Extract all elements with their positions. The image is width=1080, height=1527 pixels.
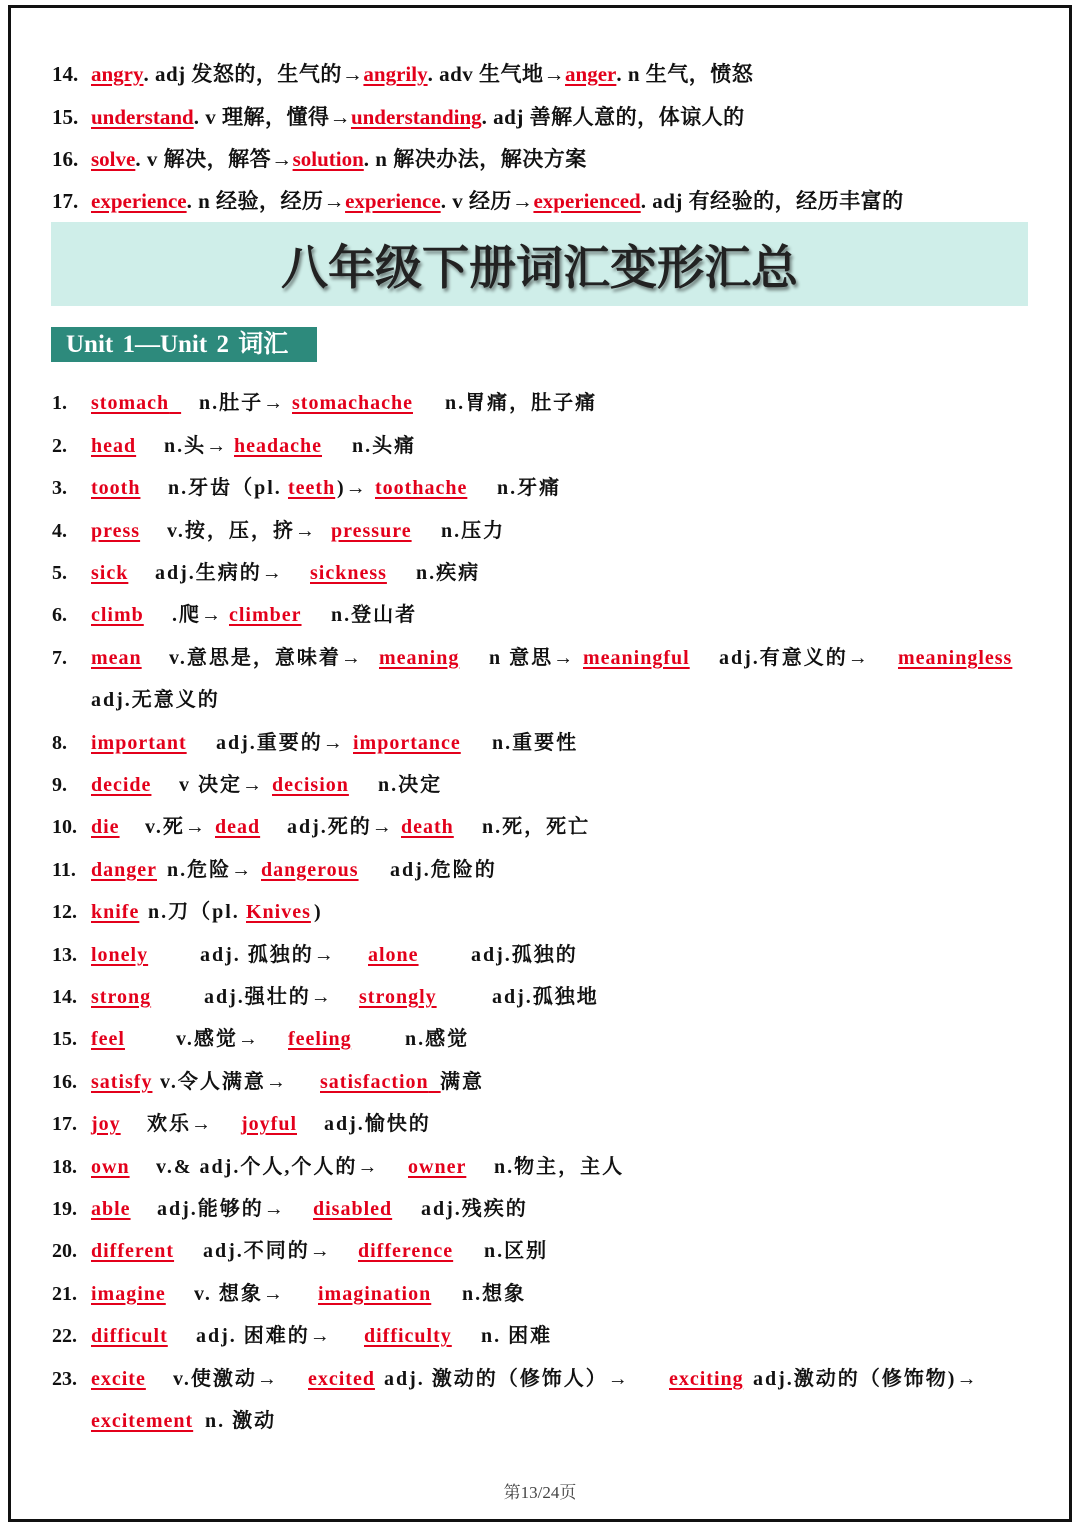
keyword: teeth (288, 477, 336, 499)
keyword: meaningful (583, 647, 690, 669)
keyword: experienced (533, 189, 641, 213)
vocab-line (0, 1153, 1080, 1181)
definition: adj.激动的（修饰物)→ (753, 1368, 979, 1390)
item-number: 8. (52, 732, 67, 754)
keyword: mean (91, 647, 142, 669)
definition: v.使激动→ (173, 1368, 279, 1390)
definition: . v 解决，解答→ (135, 147, 293, 171)
title-banner (51, 222, 1028, 306)
item-number: 16. (52, 1071, 77, 1093)
vocab-line (0, 771, 1080, 799)
keyword: satisfy (91, 1071, 153, 1093)
keyword: imagination (318, 1283, 432, 1305)
keyword: toothache (375, 477, 468, 499)
item-number: 12. (52, 901, 77, 923)
definition: v.按，压，挤→ (167, 520, 317, 542)
vocab-line (0, 1068, 1080, 1096)
definition: adj.有意义的→ (719, 647, 870, 669)
vocab-line (52, 145, 587, 173)
keyword: strongly (359, 986, 437, 1008)
keyword: difficulty (364, 1325, 452, 1347)
vocab-line (0, 856, 1080, 884)
keyword: satisfaction (320, 1071, 429, 1093)
definition: v.死→ (145, 816, 207, 838)
vocab-line (0, 941, 1080, 969)
page-title: 八年级下册词汇变形汇总 (281, 240, 798, 296)
keyword: dangerous (261, 859, 359, 881)
definition: n.感觉 (405, 1028, 470, 1050)
keyword: able (91, 1198, 131, 1220)
vocab-line (0, 1365, 1080, 1393)
keyword: anger (565, 62, 617, 86)
item-number: 7. (52, 647, 67, 669)
item-number: 11. (52, 859, 76, 881)
vocab-line (0, 983, 1080, 1011)
definition: . adj 有经验的，经历丰富的 (640, 189, 904, 213)
item-number: 16. (52, 147, 79, 171)
definition: n.死，死亡 (482, 816, 591, 838)
vocab-line (52, 187, 904, 215)
definition: adj.无意义的 (91, 689, 220, 711)
keyword: excited (308, 1368, 375, 1390)
keyword: alone (368, 944, 419, 966)
item-number: 18. (52, 1156, 77, 1178)
vocab-line (0, 1237, 1080, 1265)
vocab-line (0, 813, 1080, 841)
item-number: 5. (52, 562, 67, 584)
item-number: 13. (52, 944, 77, 966)
definition: . v 经历→ (440, 189, 534, 213)
keyword: danger (91, 859, 157, 881)
keyword: exciting (669, 1368, 744, 1390)
keyword: climber (229, 604, 302, 626)
definition: n 意思→ (489, 647, 576, 669)
definition: n.想象 (462, 1283, 527, 1305)
keyword: dead (215, 816, 261, 838)
definition: adj.愉快的 (324, 1113, 431, 1135)
definition: . n 解决办法，解决方案 (363, 147, 587, 171)
definition: . adj 善解人意的，体谅人的 (481, 105, 745, 129)
vocab-line (0, 1195, 1080, 1223)
definition: n.肚子→ (199, 392, 286, 414)
vocab-line (0, 644, 1080, 672)
item-number: 10. (52, 816, 77, 838)
keyword: sickness (310, 562, 387, 584)
definition: adj.死的→ (287, 816, 394, 838)
item-number: 20. (52, 1240, 77, 1262)
item-number: 15. (52, 105, 79, 129)
definition: . n 经验，经历→ (186, 189, 346, 213)
definition: n.压力 (441, 520, 506, 542)
vocab-line-continuation (0, 1407, 1080, 1435)
keyword: meaning (379, 647, 460, 669)
definition: n.牙痛 (497, 477, 562, 499)
keyword: pressure (331, 520, 412, 542)
definition: n. 困难 (481, 1325, 553, 1347)
keyword: experience (345, 189, 441, 213)
item-number: 14. (52, 62, 79, 86)
item-number: 1. (52, 392, 67, 414)
definition: adj.强壮的→ (204, 986, 333, 1008)
keyword: solve (91, 147, 136, 171)
definition: 满意 (440, 1071, 484, 1093)
vocab-line (0, 1322, 1080, 1350)
keyword: stomach (91, 392, 170, 414)
keyword: stomachache (292, 392, 413, 414)
definition: n.头痛 (352, 435, 417, 457)
definition: adj.不同的→ (203, 1240, 332, 1262)
definition: v.& adj.个人,个人的→ (156, 1156, 380, 1178)
item-number: 2. (52, 435, 67, 457)
keyword: disabled (313, 1198, 393, 1220)
item-number: 15. (52, 1028, 77, 1050)
section-header: Unit 1—Unit 2 词汇 (51, 327, 317, 362)
vocab-line (0, 898, 1080, 926)
definition: v.感觉→ (176, 1028, 260, 1050)
item-number: 23. (52, 1368, 77, 1390)
item-number: 19. (52, 1198, 77, 1220)
keyword: difference (358, 1240, 454, 1262)
vocab-line (0, 559, 1080, 587)
keyword: joy (91, 1113, 121, 1135)
keyword: strong (91, 986, 152, 1008)
item-number: 14. (52, 986, 77, 1008)
keyword: climb (91, 604, 144, 626)
keyword: different (91, 1240, 175, 1262)
keyword: angrily (363, 62, 428, 86)
vocab-line-continuation (0, 686, 1080, 714)
item-number: 21. (52, 1283, 77, 1305)
keyword: understand (91, 105, 194, 129)
definition: adj.孤独地 (492, 986, 599, 1008)
definition: ) (314, 901, 323, 923)
item-number: 6. (52, 604, 67, 626)
keyword: excitement (91, 1410, 194, 1432)
keyword: important (91, 732, 187, 754)
item-number: 17. (52, 1113, 77, 1135)
keyword: die (91, 816, 120, 838)
definition: . v 理解，懂得→ (193, 105, 351, 129)
keyword: imagine (91, 1283, 166, 1305)
definition: 欢乐→ (147, 1113, 213, 1135)
definition: adj.残疾的 (421, 1198, 528, 1220)
keyword: joyful (241, 1113, 297, 1135)
keyword: solution (292, 147, 364, 171)
keyword: feeling (288, 1028, 352, 1050)
keyword: knife (91, 901, 140, 923)
definition: n.胃痛，肚子痛 (445, 392, 598, 414)
keyword: difficult (91, 1325, 168, 1347)
keyword: experience (91, 189, 187, 213)
definition: . n 生气，愤怒 (616, 62, 754, 86)
definition: adj. 困难的→ (196, 1325, 332, 1347)
definition: n.牙齿（pl. (168, 477, 282, 499)
vocab-line (0, 1280, 1080, 1308)
keyword: angry (91, 62, 144, 86)
definition: n.决定 (378, 774, 443, 796)
definition: n.重要性 (492, 732, 579, 754)
vocab-line (0, 474, 1080, 502)
definition: v. 想象→ (194, 1283, 285, 1305)
definition: .爬→ (172, 604, 223, 626)
vocab-line (0, 729, 1080, 757)
keyword: lonely (91, 944, 149, 966)
keyword: headache (234, 435, 322, 457)
definition: )→ (337, 477, 368, 499)
definition: n.区别 (484, 1240, 549, 1262)
vocab-line (0, 389, 1080, 417)
definition: adj.孤独的 (471, 944, 578, 966)
definition: adj.重要的→ (216, 732, 345, 754)
definition: . adv 生气地→ (427, 62, 566, 86)
keyword: owner (408, 1156, 467, 1178)
keyword: own (91, 1156, 130, 1178)
definition: n. 激动 (205, 1410, 277, 1432)
keyword: tooth (91, 477, 141, 499)
definition: n.刀（pl. (148, 901, 240, 923)
definition: v.令人满意→ (160, 1071, 288, 1093)
definition: adj. 激动的（修饰人）→ (384, 1368, 630, 1390)
item-number: 4. (52, 520, 67, 542)
item-number: 17. (52, 189, 79, 213)
vocab-line (0, 601, 1080, 629)
keyword: importance (353, 732, 461, 754)
keyword: understanding (350, 105, 482, 129)
item-number: 22. (52, 1325, 77, 1347)
keyword: press (91, 520, 141, 542)
keyword: feel (91, 1028, 125, 1050)
definition: adj.生病的→ (155, 562, 284, 584)
vocab-line (0, 1110, 1080, 1138)
definition: n.危险→ (167, 859, 254, 881)
vocab-line (52, 60, 753, 88)
vocab-line (0, 432, 1080, 460)
definition: . adj 发怒的，生气的→ (143, 62, 364, 86)
keyword: excite (91, 1368, 146, 1390)
keyword: head (91, 435, 137, 457)
definition: adj.能够的→ (157, 1198, 286, 1220)
definition: v 决定→ (179, 774, 264, 796)
vocab-line (0, 1025, 1080, 1053)
definition: n.物主，主人 (494, 1156, 625, 1178)
vocab-line (0, 517, 1080, 545)
item-number: 9. (52, 774, 67, 796)
definition: adj.危险的 (390, 859, 497, 881)
item-number: 3. (52, 477, 67, 499)
vocab-line (52, 103, 745, 131)
definition: v.意思是，意味着→ (169, 647, 363, 669)
keyword: death (401, 816, 454, 838)
keyword: Knives (246, 901, 311, 923)
keyword: decide (91, 774, 152, 796)
keyword: meaningless (898, 647, 1013, 669)
definition: n.头→ (164, 435, 229, 457)
definition: n.登山者 (331, 604, 418, 626)
page-number: 第13/24页 (503, 1483, 577, 1502)
definition: n.疾病 (416, 562, 481, 584)
keyword: sick (91, 562, 129, 584)
definition: adj. 孤独的→ (200, 944, 336, 966)
keyword: decision (272, 774, 349, 796)
